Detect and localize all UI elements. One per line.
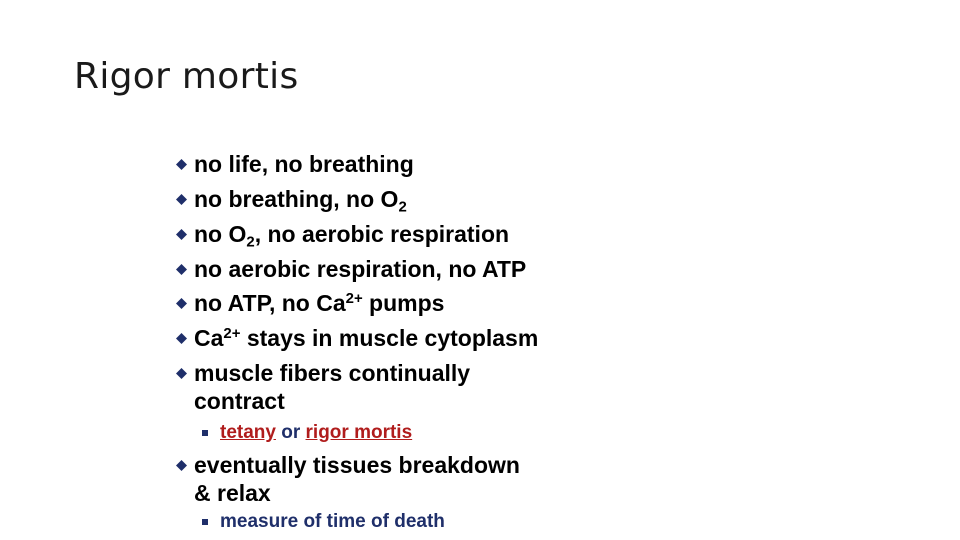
bullet-text-line2: contract (194, 388, 285, 414)
bullet-text: no ATP, no Ca (194, 290, 346, 316)
tetany-link[interactable]: tetany (220, 422, 276, 443)
diamond-bullet-icon (176, 298, 187, 309)
square-bullet-icon (202, 519, 208, 525)
bullet-text: no O (194, 221, 247, 247)
diamond-bullet-icon (176, 333, 187, 344)
subscript: 2 (246, 233, 255, 251)
bullet-text-line2: & relax (194, 480, 271, 506)
bullet-text: , no aerobic respiration (254, 221, 510, 247)
bullet-text: no aerobic respiration, no ATP (194, 256, 527, 282)
bullet-text-line1: muscle fibers continually (194, 360, 471, 386)
superscript: 2+ (345, 289, 363, 307)
diamond-bullet-icon (176, 368, 187, 379)
subscript: 2 (398, 198, 407, 216)
diamond-bullet-icon (176, 460, 187, 471)
bullet-text: no breathing, no O (194, 186, 399, 212)
diamond-bullet-icon (176, 264, 187, 275)
bullet-text-line1: eventually tissues breakdown (194, 452, 520, 478)
sub-bullet-text: or (275, 422, 306, 443)
rigor-mortis-link[interactable]: rigor mortis (305, 422, 413, 443)
superscript: 2+ (223, 324, 241, 342)
bullet-text: no life, no breathing (194, 151, 414, 177)
bullet-text: pumps (362, 290, 445, 316)
bullet-text: stays in muscle cytoplasm (240, 325, 539, 351)
slide-title: Rigor mortis (74, 56, 299, 97)
diamond-bullet-icon (176, 194, 187, 205)
diamond-bullet-icon (176, 229, 187, 240)
square-bullet-icon (202, 430, 208, 436)
diamond-bullet-icon (176, 159, 187, 170)
bullet-text: Ca (194, 325, 224, 351)
sub-bullet-text: measure of time of death (220, 511, 445, 532)
